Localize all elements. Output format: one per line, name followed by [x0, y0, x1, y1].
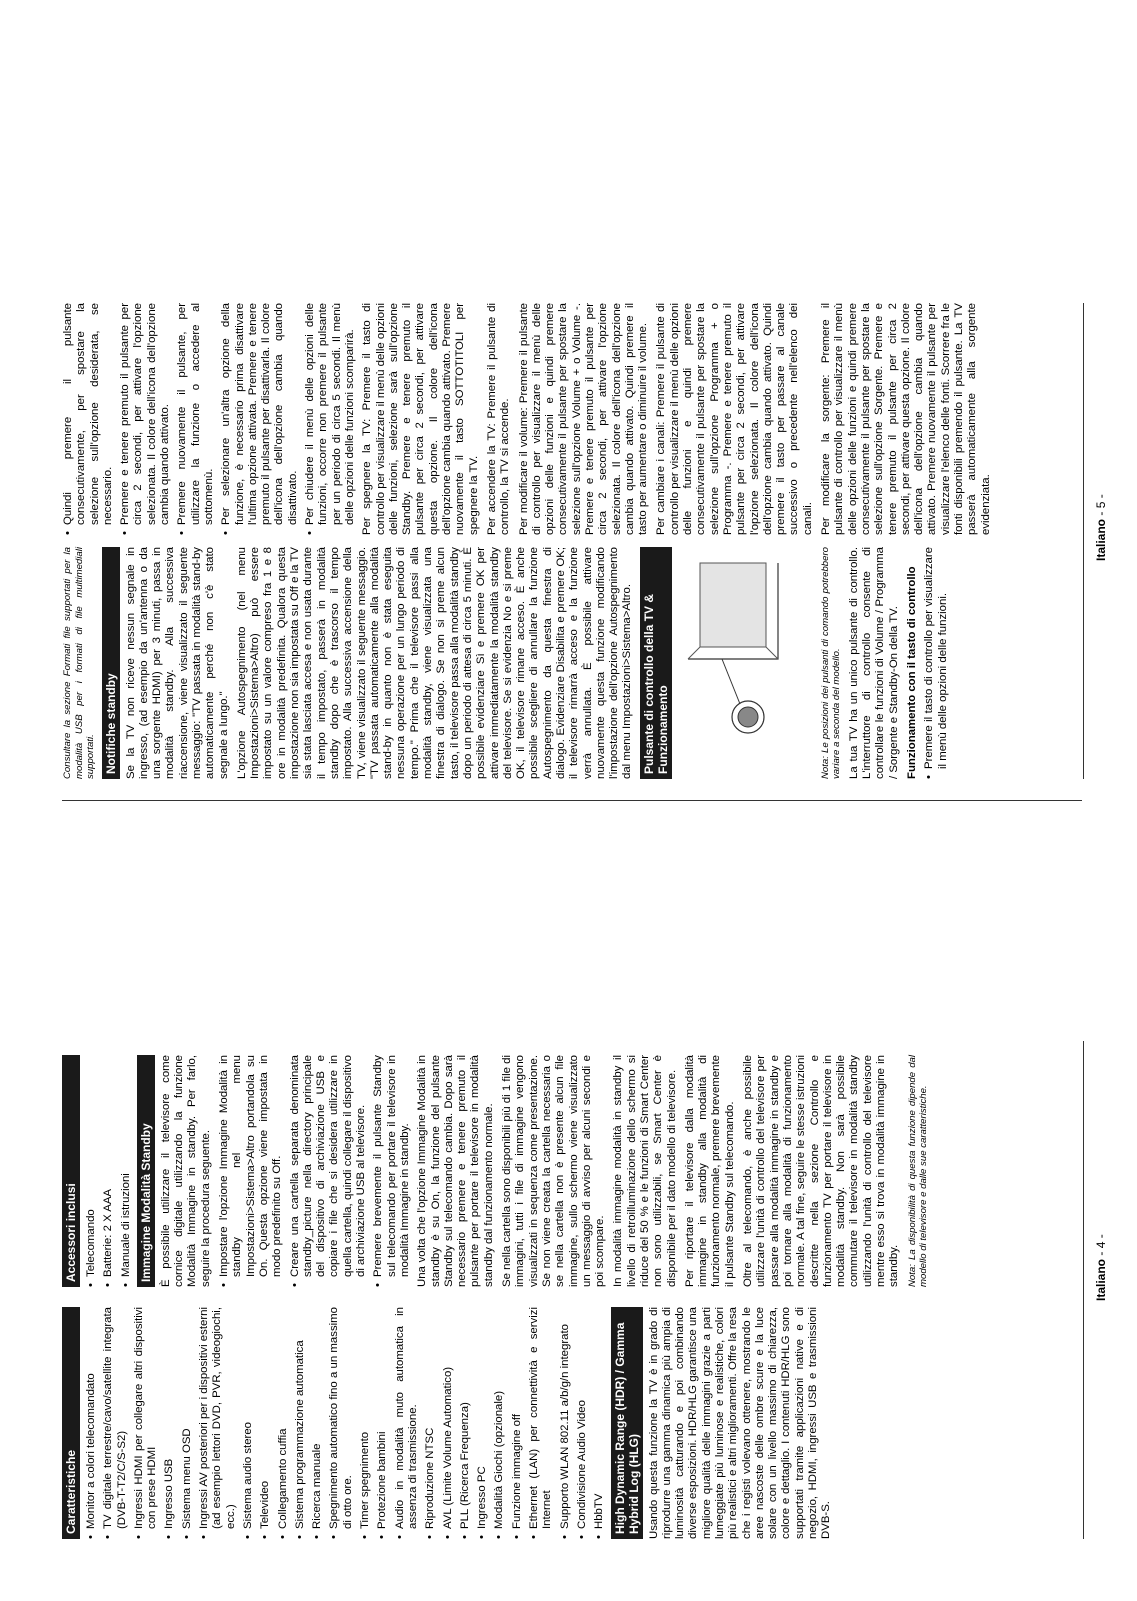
footer-language: Italiano	[1094, 518, 1108, 561]
page5-column-1	[62, 547, 954, 779]
paragraph: Una volta che l'opzione Immagine Modalità in standby è su On, la funzione del pulsante Standby sul telecomando cambia. Dopo sarà necessario premere e tenere premuto il pulsante per portare il televisore in modalità standby dal funzionamento normale.	[416, 1055, 495, 1287]
paragraph: In modalità immagine modalità in standby il livello di retroilluminazione dello schermo si riduce del 50 % e le funzioni di Smart Center non sono utilizzabili, se Smart Center è disponibile per il dato modello di televisore.	[612, 1055, 678, 1287]
footer-language: Italiano	[1094, 1258, 1108, 1301]
paragraph: Per modificare la sorgente: Premere il pulsante di controllo per visualizzare il menù delle opzioni delle funzioni e quindi premere consecutivamente il pulsante per spostare la selezione sull'opzione Sorgente. Premere e tenere premuto il pulsante per circa 2 secondi, per attivare questa opzione. Il colore dell'icona dell'opzione cambia quando attivato. Premere nuovamente il pulsante per visualizzare l'elenco delle fonti. Scorrere fra le fonti disponibili premendo il pulsante. La TV passerà automaticamente alla sorgente evidenziata.	[820, 303, 992, 535]
list-item: • Per selezionare un'altra opzione della funzione, è necessario prima disattivare l'ultima opzione attivata. Premere e tenere premuto il pulsante per disattivarla. Il colore dell'icona dell'opzione cambia quando disattivato.	[220, 303, 300, 535]
tv-control-button-figure	[682, 547, 810, 779]
page5-footer	[1094, 494, 1108, 561]
paragraph: Per accendere la TV: Premere il pulsante di controllo, la TV si accende.	[485, 303, 512, 535]
list-item: • Condivisione Audio Video	[576, 1307, 589, 1539]
paragraph: L'opzione Autospegnimento (nel menu Impostazioni>Sistema>Altro) può essere impostato su un valore compreso fra 1 e 8 ore in modalità predefinita. Qualora questa impostazione non sia impostata su Off e la TV sia stata lasciata accesa e non usata durante il tempo impostato, passerà in modalità standby dopo che è trascorso il tempo impostato. Alla successiva accensione della TV, viene visualizzato il seguente messaggio. "TV passata automaticamente alla modalità stand-by in quanto non è stata eseguita nessuna operazione per un lungo periodo di tempo." Prima che il televisore passi alla modalità standby, viene visualizzata una finestra di dialogo. Se non si preme alcun tasto, il televisore passa alla modalità standby dopo un periodo di attesa di circa 5 minuti. È possibile evidenziare Sì e premere OK per attivare immediatamente la modalità standby del televisore. Se si evidenzia No e si preme OK, il televisore rimane acceso. È anche possibile scegliere di annullare la funzione Autospegnimento da questa finestra di dialogo. Evidenziare Disabilita e premere OK; il televisore rimarrà acceso e la funzione verrà annullata. È possibile attivare nuovamente questa funzione modificando l'impostazione dell'opzione Autospegnimento dal menu Impostazioni>Sistema>Altro.	[235, 547, 634, 779]
list-item: • Monitor a colori telecomandato	[85, 1307, 98, 1539]
list-item: • Premere nuovamente il pulsante, per utilizzare la funzione o accedere al sottomenù.	[176, 303, 216, 535]
control-button-icon	[738, 707, 758, 727]
list-item: • Per chiudere il menù delle opzioni delle funzioni, occorre non premere il pulsante per un periodo di circa 5 secondi. Il menù delle opzioni delle funzioni scomparirà.	[304, 303, 357, 535]
list-item: • Ingressi AV posteriori per i dispositivi esterni (ad esempio lettori DVD, PVR, videogiochi, ecc.)	[198, 1307, 238, 1539]
list-item: • Premere brevemente il pulsante Standby sul telecomando per portare il televisore in modalità Immagine in standby.	[372, 1055, 412, 1287]
paragraph: È possibile utilizzare il televisore come cornice digitale utilizzando la funzione Modalità Immagine in standby. Per farlo, seguire la procedura seguente.	[159, 1055, 212, 1287]
list-item: • Riproduzione NTSC	[424, 1307, 437, 1539]
control-steps-list-2	[62, 303, 357, 535]
page-divider	[62, 800, 1082, 801]
page5-column-2	[62, 303, 998, 535]
hdr-paragraph: Usando questa funzione la TV è in grado di riprodurre una gamma dinamica più ampia di luminosità catturando e poi combinando diverse esposizioni. HDR/HLG garantisce una migliore qualità delle immagini grazie a parti lumeggiate più luminose e realistiche, colori più realistici e altri miglioramenti. Offre la resa che i registi volevano ottenere, mostrando le aree nascoste delle ombre scure e la luce solare con un livello massimo di chiarezza, colore e dettaglio. I contenuti HDR/HLG sono supportati tramite applicazioni native e di negozio, HDMI, ingressi USB e trasmissioni DVB-S.	[647, 1307, 833, 1539]
control-button-heading: Pulsante di controllo della TV & Funzionamento	[640, 547, 672, 779]
subheading: Funzionamento con il tasto di controllo	[905, 566, 918, 779]
list-item: • Collegamento cuffia	[277, 1307, 290, 1539]
page4-footer	[1094, 1234, 1108, 1301]
accessories-list	[85, 1055, 133, 1287]
list-item: • Premere il tasto di controllo per visualizzare il menù delle opzioni delle funzioni.	[923, 547, 950, 779]
list-item: • Ingressi HDMI per collegare altri dispositivi con prese HDMI	[133, 1307, 160, 1539]
list-item: • TV digitale terrestre/cavo/satellite integrata (DVB-T-T2/C/S-S2)	[102, 1307, 129, 1539]
list-item: • Telecomando	[85, 1055, 98, 1287]
list-item: • Batterie: 2 X AAA	[102, 1055, 115, 1287]
page5-footer-rule	[1083, 303, 1084, 779]
list-item: • Protezione bambini	[376, 1307, 389, 1539]
list-item: • Ingresso PC	[476, 1307, 489, 1539]
hdr-heading: High Dynamic Range (HDR) / Gamma Hybrid Log (HLG)	[611, 1307, 643, 1539]
list-item: • Ethernet (LAN) per connettività e servizi Internet	[528, 1307, 555, 1539]
list-item: • HbbTV	[593, 1307, 606, 1539]
features-heading: Caratteristiche	[62, 1307, 80, 1539]
list-item: • AVL (Limite Volume Automatico)	[442, 1307, 455, 1539]
page4-column-1	[62, 1307, 839, 1539]
list-item: • Timer spegnimento	[359, 1307, 372, 1539]
list-item: • Sistema audio stereo	[242, 1307, 255, 1539]
features-list	[85, 1307, 607, 1539]
list-item: • Ricerca manuale	[311, 1307, 324, 1539]
list-item: • Funzione immagine off	[511, 1307, 524, 1539]
paragraph: Se nella cartella sono disponibili più di 1 file di immagini, tutti i file di immagine vengono visualizzati in sequenza come presentazione. Se non viene creata la cartella necessaria o se nella cartella non è presente alcun file immagine, sullo schermo viene visualizzato un messaggio di avviso per alcuni secondi e poi scompare.	[501, 1055, 607, 1287]
accessories-heading: Accessori inclusi	[62, 1055, 80, 1287]
list-item: • Manuale di istruzioni	[120, 1055, 133, 1287]
page-number: - 4 -	[1094, 1234, 1108, 1256]
list-item: • Impostare l'opzione Immagine Modalità in standby nel menu Impostazioni>Sistema>Altro portandola su On. Questa opzione viene impostata in modo predefinito su Off.	[218, 1055, 284, 1287]
list-item: • Supporto WLAN 802.11 a/b/g/n integrato	[559, 1307, 572, 1539]
note: Nota: La disponibilità di questa funzione dipende dal modello di televisore e dalle sue caratteristiche.	[906, 1055, 930, 1287]
list-item: • Spegnimento automatico fino a un massimo di otto ore.	[328, 1307, 355, 1539]
list-item: • PLL (Ricerca Frequenza)	[459, 1307, 472, 1539]
list-item: • Ingresso USB	[163, 1307, 176, 1539]
list-item: • Quindi premere il pulsante consecutivamente, per spostare la selezione sull'opzione desiderata, se necessario.	[62, 303, 115, 535]
paragraph: Oltre al telecomando, è anche possibile utilizzare l'unità di controllo del televisore per passare alla modalità immagine in standby e poi tornare alla modalità di funzionamento normale. A tal fine, seguire le stesse istruzioni descritte nella sezione Controllo e funzionamento TV per portare il televisore in modalità standby. Non sarà possibile commutare il televisore in modalità standby utilizzando l'unità di controllo del televisore mentre esso si trova in modalità immagine in standby.	[742, 1055, 901, 1287]
page-number: - 5 -	[1094, 494, 1108, 516]
paragraph: Se la TV non riceve nessun segnale in ingresso, (ad esempio da un'antenna o da una sorgente HDMI) per 3 minuti, passa in modalità standby. Alla successiva riaccensione, viene visualizzato il seguente messaggio: "TV passata in modalità stand-by automaticamente perché non c'è stato segnale a lungo."	[124, 547, 230, 779]
list-item: • Creare una cartella separata denominata standby_picture nella directory principale del dispositivo di archiviazione USB e copiare i file che si desidera utilizzare in quella cartella, quindi collegare il dispositivo di archiviazione USB al televisore.	[289, 1055, 369, 1287]
list-item: • Sistema menu OSD	[181, 1307, 194, 1539]
paragraph: Per modificare il volume: Premere il pulsante di controllo per visualizzare il menù delle opzioni delle funzioni e quindi premere consecutivamente il pulsante per spostare la selezione sull'opzione Volume + o Volume -. Premere e tenere premuto il pulsante per circa 2 secondi, per attivare l'opzione selezionata. Il colore dell'icona dell'opzione cambia quando attivato. Quindi premere il tasto per aumentare o diminuire il volume.	[517, 303, 650, 535]
list-item: • Sistema programmazione automatica	[294, 1307, 307, 1539]
control-steps-list-1	[923, 547, 950, 779]
paragraph: Per spegnere la TV: Premere il tasto di controllo per visualizzare il menù delle opzioni delle funzioni, selezione sarà sull'opzione Standby. Premere e tenere premuto il pulsante per circa 2 secondi, per attivare questa opzione. Il colore dell'icona dell'opzione cambia quando attivato. Premere nuovamente il tasto SOTTOTITOLI per spegnere la TV.	[361, 303, 480, 535]
page4-column-2	[62, 1055, 935, 1287]
paragraph: Per riportare il televisore dalla modalità immagine in standby alla modalità di funzionamento normale, premere brevemente il pulsante Standby sul telecomando.	[683, 1055, 736, 1287]
note: Nota: Le posizioni dei pulsanti di comando potrebbero variare a seconda del modello.	[819, 547, 843, 779]
list-item: • Televideo	[259, 1307, 272, 1539]
tv-back-illustration	[682, 559, 807, 759]
usb-note: Consultare la sezione Formati file supportati per la modalità USB per i formati di file multimediali supportati.	[62, 547, 96, 779]
standby-notifications-heading: Notifiche standby	[102, 547, 120, 779]
paragraph: Per cambiare i canali: Premere il pulsante di controllo per visualizzare il menù delle opzioni delle funzioni e quindi premere consecutivamente il pulsante per spostare la selezione sull'opzione Programma + o Programma -. Premere e tenere premuto il pulsante per circa 2 secondi, per attivare l'opzione selezionata. Il colore dell'icona dell'opzione cambia quando attivato. Quindi premere il tasto per passare al canale successivo o precedente nell'elenco dei canali.	[655, 303, 814, 535]
list-item: • Audio in modalità muto automatica in assenza di trasmissione.	[394, 1307, 421, 1539]
page4-footer-rule	[1083, 1041, 1084, 1539]
list-item: • Modalità Giochi (opzionale)	[493, 1307, 506, 1539]
paragraph: La tua TV ha un unico pulsante di controllo. L'interruttore di controllo consente di controllare le funzioni di Volume / Programma / Sorgente e Standby-On della TV.	[847, 547, 900, 779]
list-item: • Premere e tenere premuto il pulsante per circa 2 secondi, per attivare l'opzione selezionata. Il colore dell'icona dell'opzione cambia quando attivato.	[119, 303, 172, 535]
standby-image-steps	[218, 1055, 412, 1287]
standby-image-heading: Immagine Modalità Standby	[137, 1055, 155, 1287]
